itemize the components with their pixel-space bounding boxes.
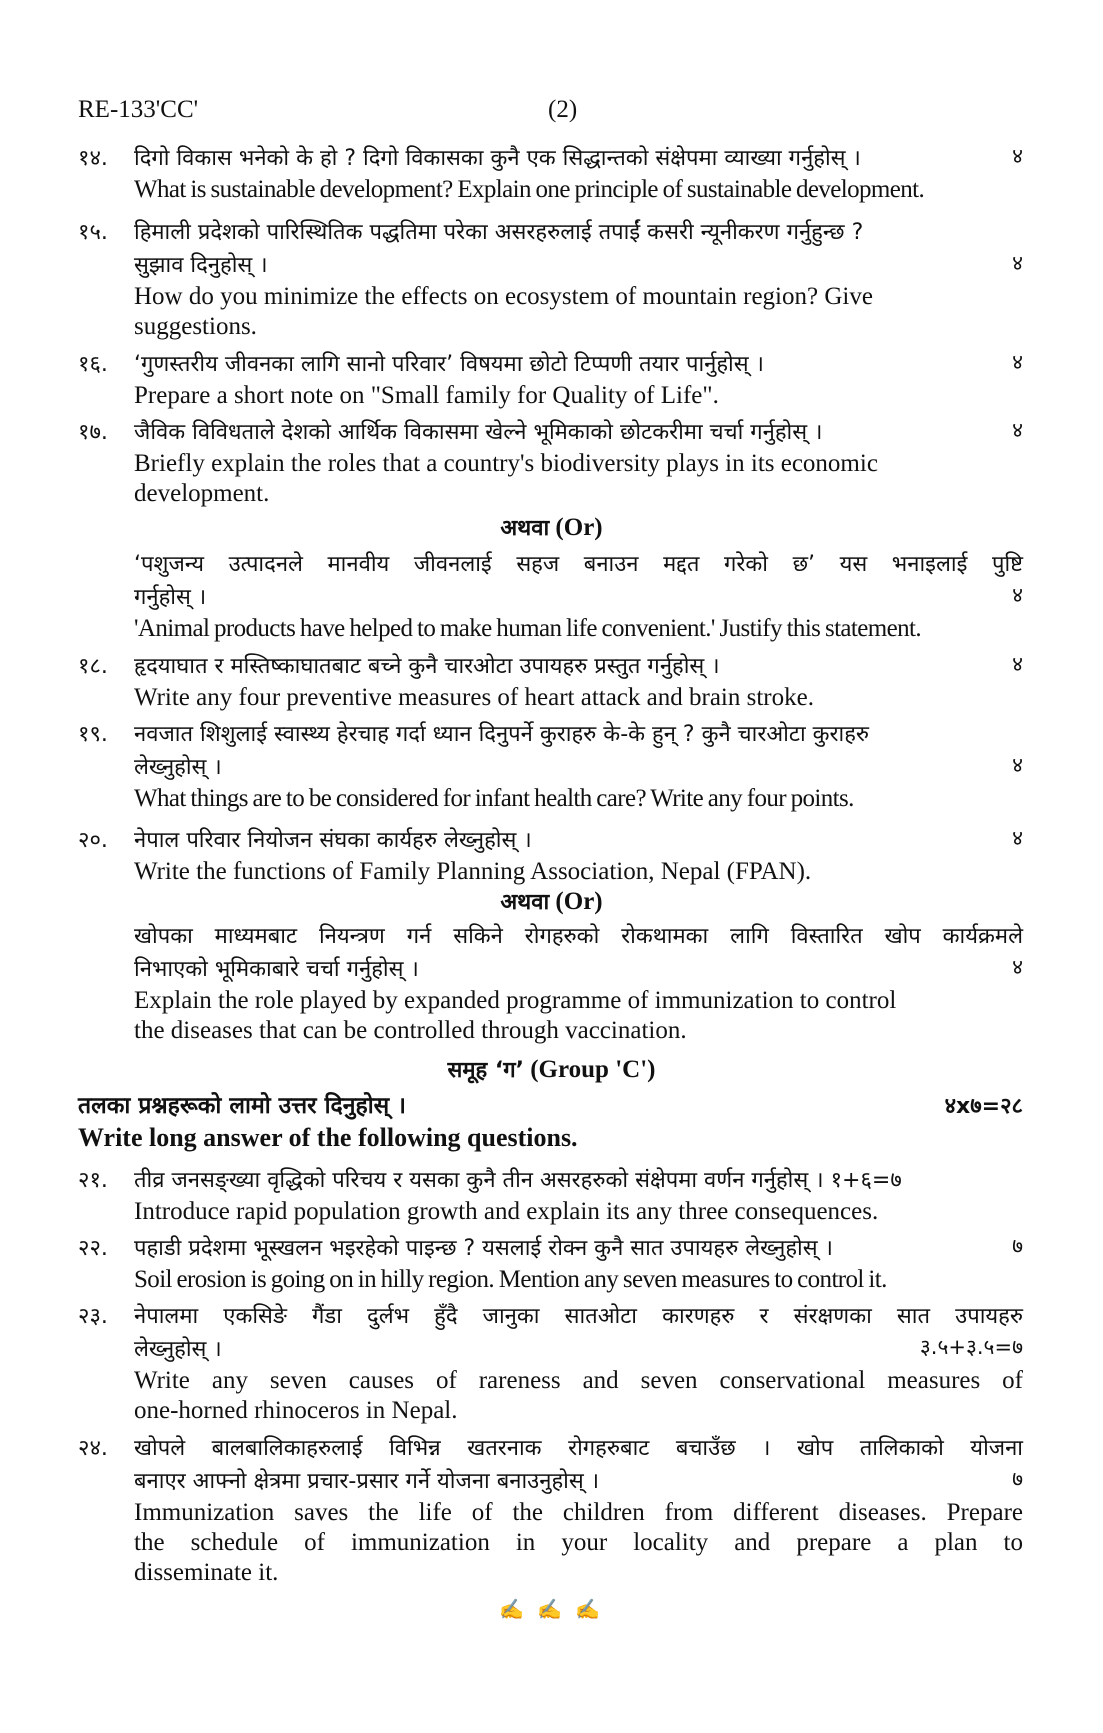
question-number: २४.: [78, 1436, 108, 1461]
section-instruction: [78, 1090, 1023, 1160]
question-text-english: development.: [134, 480, 270, 507]
end-mark: ✍ ✍ ✍: [499, 1599, 604, 1621]
question-text-english: Prepare a short note on "Small family for Quality of Life".: [134, 382, 719, 409]
question-marks: ४: [1012, 418, 1023, 442]
question-marks: ७: [1012, 1234, 1023, 1258]
question-marks: ४: [1012, 652, 1023, 676]
question-text-nepali: ‘गुणस्तरीय जीवनका लागि सानो परिवार’ विषयमा छोटो टिप्पणी तयार पार्नुहोस् ।: [134, 352, 764, 377]
question-22: [78, 1232, 1023, 1296]
page-header: [78, 96, 1018, 132]
question-text-nepali: लेख्नुहोस् ।: [134, 1337, 222, 1362]
question-number: १६.: [78, 352, 108, 377]
question-17-alternative: [134, 548, 1023, 646]
question-text-nepali: निभाएको भूमिकाबारे चर्चा गर्नुहोस् ।: [134, 957, 419, 982]
question-text-english: Write the functions of Family Planning Association, Nepal (FPAN).: [134, 858, 812, 885]
question-16: [78, 348, 1023, 412]
page-number: (2): [548, 96, 578, 123]
question-marks: ४: [1012, 350, 1023, 374]
question-marks: ७: [1012, 1467, 1023, 1491]
question-text-nepali: खोपले बालबालिकाहरुलाई विभिन्न खतरनाक रोगहरुबाट बचाउँछ । खोप तालिकाको योजना: [134, 1436, 1023, 1461]
question-number: २३.: [78, 1304, 108, 1329]
question-marks: ४: [1012, 251, 1023, 275]
question-14: [78, 142, 1023, 212]
question-18: [78, 650, 1023, 714]
question-text-nepali: बनाएर आफ्नो क्षेत्रमा प्रचार-प्रसार गर्ने योजना बनाउनुहोस् ।: [134, 1469, 600, 1494]
question-text-nepali: सुझाव दिनुहोस् ।: [134, 253, 268, 278]
question-text-english: Write any four preventive measures of heart attack and brain stroke.: [134, 684, 814, 711]
question-number: १९.: [78, 722, 108, 747]
question-number: २२.: [78, 1236, 108, 1261]
section-marks: ४x७=२८: [944, 1094, 1023, 1119]
question-number: २०.: [78, 828, 108, 853]
instruction-nepali: तलका प्रश्नहरूको लामो उत्तर दिनुहोस् ।: [78, 1093, 406, 1119]
question-19: [78, 718, 1023, 818]
question-text-nepali: हृदयाघात र मस्तिष्काघातबाट बच्ने कुनै चारओटा उपायहरु प्रस्तुत गर्नुहोस् ।: [134, 654, 720, 679]
question-text-english: the diseases that can be controlled through vaccination.: [134, 1017, 687, 1044]
question-number: १८.: [78, 654, 108, 679]
question-number: २१.: [78, 1168, 108, 1193]
question-text-english: Introduce rapid population growth and explain its any three consequences.: [134, 1198, 879, 1225]
question-text-nepali: हिमाली प्रदेशको पारिस्थितिक पद्धतिमा परेका असरहरुलाई तपाईं कसरी न्यूनीकरण गर्नुहुन्छ ?: [134, 220, 864, 245]
question-text-english: suggestions.: [134, 313, 257, 340]
question-text-english: Explain the role played by expanded programme of immunization to control: [134, 987, 897, 1014]
or-divider: अथवा (Or): [500, 888, 603, 915]
question-marks: ३.५+३.५=७: [919, 1335, 1023, 1359]
question-text-english: Briefly explain the roles that a country's biodiversity plays in its economic: [134, 450, 878, 477]
question-17: [78, 416, 1023, 510]
question-text-nepali: जैविक विविधताले देशको आर्थिक विकासमा खेल्ने भूमिकाको छोटकरीमा चर्चा गर्नुहोस् ।: [134, 420, 823, 445]
question-marks: ४: [1012, 826, 1023, 850]
question-number: १७.: [78, 420, 108, 445]
question-text-nepali: खोपका माध्यमबाट नियन्त्रण गर्न सकिने रोगहरुको रोकथामका लागि विस्तारित खोप कार्यक्रमले: [134, 924, 1023, 949]
question-text-nepali: नेपालमा एकसिङे गैंडा दुर्लभ हुँदै जानुका सातओटा कारणहरु र संरक्षणका सात उपायहरु: [134, 1304, 1023, 1329]
instruction-english: Write long answer of the following questions.: [78, 1123, 578, 1152]
question-20-alternative: [134, 920, 1023, 1050]
question-24: [78, 1432, 1023, 1592]
question-21: [78, 1164, 1023, 1228]
or-divider: अथवा (Or): [500, 514, 603, 541]
question-number: १४.: [78, 146, 108, 171]
question-marks: ४: [1012, 753, 1023, 777]
question-text-nepali: तीव्र जनसङ्ख्या वृद्धिको परिचय र यसका कुनै तीन असरहरुको संक्षेपमा वर्णन गर्नुहोस् । १+६=७: [134, 1168, 902, 1193]
question-text-nepali: नवजात शिशुलाई स्वास्थ्य हेरचाह गर्दा ध्यान दिनुपर्ने कुराहरु के-के हुन् ? कुनै चारओटा कुराहरु: [134, 722, 870, 747]
question-text-english: disseminate it.: [134, 1559, 279, 1586]
question-text-nepali: नेपाल परिवार नियोजन संघका कार्यहरु लेख्नुहोस् ।: [134, 828, 532, 853]
question-marks: ४: [1012, 144, 1023, 168]
question-text-nepali: गर्नुहोस् ।: [134, 585, 207, 610]
question-text-english: one-horned rhinoceros in Nepal.: [134, 1397, 458, 1424]
question-20: [78, 824, 1023, 888]
question-text-nepali: पहाडी प्रदेशमा भूस्खलन भइरहेको पाइन्छ ? यसलाई रोक्न कुनै सात उपायहरु लेख्नुहोस् ।: [134, 1236, 833, 1261]
question-text-english: What things are to be considered for infant health care? Write any four points.: [134, 785, 854, 812]
question-23: [78, 1300, 1023, 1430]
question-text-english: Write any seven causes of rareness and seven conservational measures of: [134, 1367, 1023, 1394]
question-marks: ४: [1012, 955, 1023, 979]
question-text-english: 'Animal products have helped to make human life convenient.' Justify this statement.: [134, 615, 921, 642]
question-text-english: the schedule of immunization in your locality and prepare a plan to: [134, 1529, 1023, 1556]
exam-code: RE-133'CC': [78, 96, 199, 123]
question-marks: ४: [1012, 583, 1023, 607]
question-number: १५.: [78, 220, 108, 245]
question-text-english: How do you minimize the effects on ecosystem of mountain region? Give: [134, 283, 873, 310]
question-text-nepali: दिगो विकास भनेको के हो ? दिगो विकासका कुनै एक सिद्धान्तको संक्षेपमा व्याख्या गर्नुहोस् ।: [134, 146, 861, 171]
question-text-nepali: लेख्नुहोस् ।: [134, 755, 222, 780]
question-text-english: Soil erosion is going on in hilly region. Mention any seven measures to control it.: [134, 1266, 887, 1293]
question-15: [78, 216, 1023, 346]
question-text-english: Immunization saves the life of the children from different diseases. Prepare: [134, 1499, 1023, 1526]
question-text-english: What is sustainable development? Explain one principle of sustainable development.: [134, 176, 925, 203]
question-text-nepali: ‘पशुजन्य उत्पादनले मानवीय जीवनलाई सहज बनाउन मद्दत गरेको छ’ यस भनाइलाई पुष्टि: [134, 552, 1023, 577]
group-heading: समूह ‘ग’ (Group 'C'): [447, 1056, 656, 1083]
